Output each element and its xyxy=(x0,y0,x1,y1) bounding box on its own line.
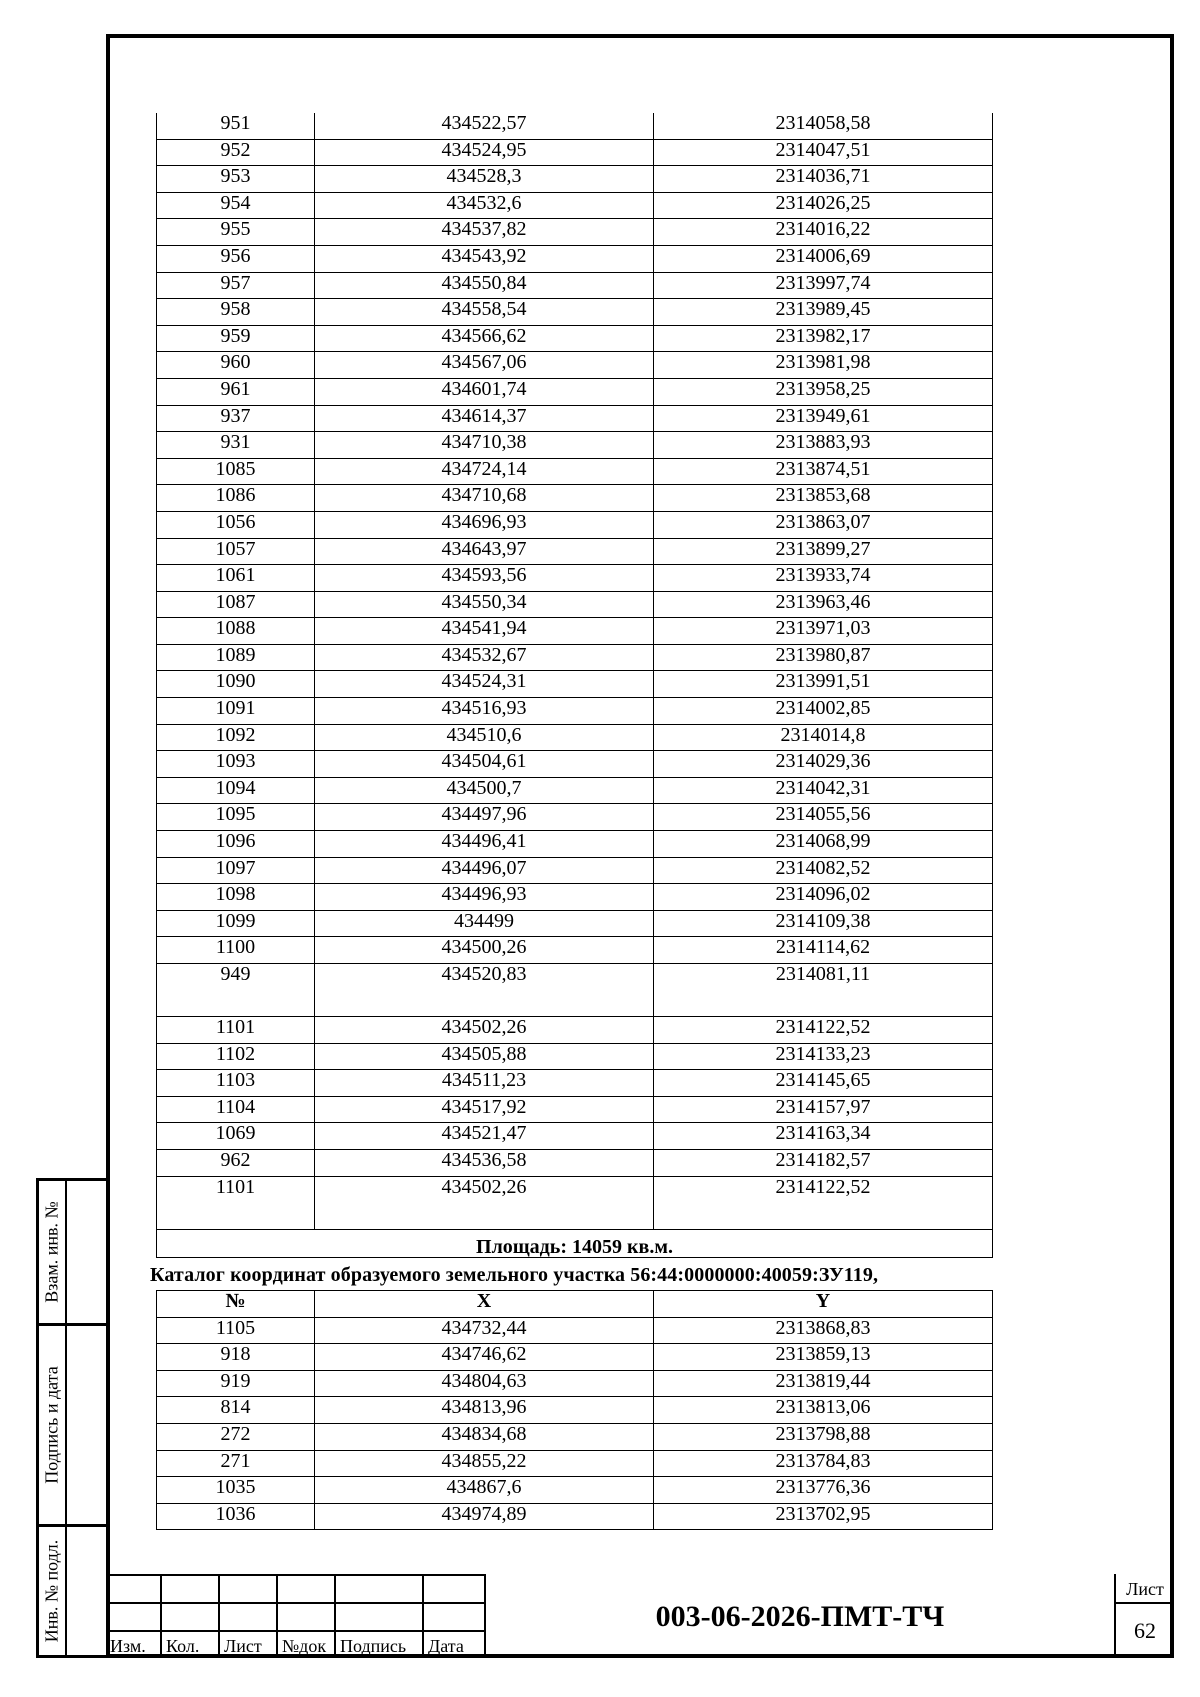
table-row xyxy=(157,1096,993,1123)
point-number: 814 xyxy=(157,1397,315,1424)
table-row xyxy=(157,964,993,1017)
point-number: 272 xyxy=(157,1423,315,1450)
title-block-cell xyxy=(424,1602,486,1630)
x-coordinate: 434804,63 xyxy=(315,1370,654,1397)
coordinates-table-continued xyxy=(156,113,993,1258)
point-number: 958 xyxy=(157,299,315,326)
title-block-column-label: Лист xyxy=(224,1636,262,1656)
point-number: 1088 xyxy=(157,618,315,645)
point-number: 1069 xyxy=(157,1123,315,1150)
coordinates-catalog-table xyxy=(156,1290,993,1530)
title-block-cell xyxy=(162,1574,220,1602)
x-coordinate: 434614,37 xyxy=(315,405,654,432)
y-coordinate: 2313863,07 xyxy=(654,511,993,538)
y-coordinate: 2313971,03 xyxy=(654,618,993,645)
x-coordinate: 434524,31 xyxy=(315,671,654,698)
y-coordinate: 2313776,36 xyxy=(654,1477,993,1504)
y-coordinate: 2313981,98 xyxy=(654,352,993,379)
y-coordinate: 2314114,62 xyxy=(654,937,993,964)
table-row xyxy=(157,565,993,592)
y-coordinate: 2314133,23 xyxy=(654,1043,993,1070)
point-number: 918 xyxy=(157,1344,315,1371)
point-number: 1057 xyxy=(157,538,315,565)
y-coordinate: 2314026,25 xyxy=(654,192,993,219)
point-number: 931 xyxy=(157,432,315,459)
point-number: 952 xyxy=(157,139,315,166)
y-coordinate: 2313991,51 xyxy=(654,671,993,698)
x-coordinate: 434567,06 xyxy=(315,352,654,379)
y-coordinate: 2314029,36 xyxy=(654,751,993,778)
table-row xyxy=(157,192,993,219)
table-row xyxy=(157,1149,993,1176)
table-header-row xyxy=(157,1291,993,1318)
x-coordinate: 434974,89 xyxy=(315,1503,654,1530)
point-number: 1086 xyxy=(157,485,315,512)
table-row xyxy=(157,910,993,937)
stamp-label: Инв. № подл. xyxy=(41,1539,62,1643)
y-coordinate: 2313819,44 xyxy=(654,1370,993,1397)
table-row xyxy=(157,378,993,405)
point-number: 954 xyxy=(157,192,315,219)
table-row xyxy=(157,1017,993,1044)
point-number: 1090 xyxy=(157,671,315,698)
y-coordinate: 2314016,22 xyxy=(654,219,993,246)
document-code: 003-06-2026-ПМТ-ТЧ xyxy=(655,1600,945,1633)
point-number: 1105 xyxy=(157,1317,315,1344)
point-number: 957 xyxy=(157,272,315,299)
y-coordinate: 2313949,61 xyxy=(654,405,993,432)
x-coordinate: 434710,38 xyxy=(315,432,654,459)
point-number: 1087 xyxy=(157,591,315,618)
table-row xyxy=(157,272,993,299)
stamp-inv-podl xyxy=(36,1524,106,1658)
point-number: 1061 xyxy=(157,565,315,592)
sheet-number: 62 xyxy=(1134,1618,1156,1643)
x-coordinate: 434834,68 xyxy=(315,1423,654,1450)
point-number: 1098 xyxy=(157,884,315,911)
point-number: 1097 xyxy=(157,857,315,884)
x-coordinate: 434496,41 xyxy=(315,831,654,858)
x-coordinate: 434746,62 xyxy=(315,1344,654,1371)
title-block-column-label: №док xyxy=(282,1636,327,1656)
point-number: 1099 xyxy=(157,910,315,937)
table-row xyxy=(157,299,993,326)
point-number: 1104 xyxy=(157,1096,315,1123)
stamp-label: Подпись и дата xyxy=(41,1366,62,1484)
sheet-label: Лист xyxy=(1116,1574,1174,1604)
x-coordinate: 434500,7 xyxy=(315,777,654,804)
title-block-column-label: Изм. xyxy=(110,1636,146,1656)
x-coordinate: 434558,54 xyxy=(315,299,654,326)
table-row xyxy=(157,1344,993,1371)
x-coordinate: 434524,95 xyxy=(315,139,654,166)
x-coordinate: 434516,93 xyxy=(315,698,654,725)
y-coordinate: 2313963,46 xyxy=(654,591,993,618)
x-coordinate: 434550,34 xyxy=(315,591,654,618)
x-coordinate: 434528,3 xyxy=(315,166,654,193)
table-row xyxy=(157,804,993,831)
y-coordinate: 2313958,25 xyxy=(654,378,993,405)
point-number: 1103 xyxy=(157,1070,315,1097)
stamp-podpis-data xyxy=(36,1323,106,1527)
table-row xyxy=(157,857,993,884)
table-row xyxy=(157,538,993,565)
y-coordinate: 2314036,71 xyxy=(654,166,993,193)
y-coordinate: 2313989,45 xyxy=(654,299,993,326)
x-coordinate: 434550,84 xyxy=(315,272,654,299)
y-coordinate: 2313899,27 xyxy=(654,538,993,565)
stamp-vzam-inv xyxy=(36,1178,106,1326)
point-number: 1036 xyxy=(157,1503,315,1530)
point-number: 1091 xyxy=(157,698,315,725)
x-coordinate: 434643,97 xyxy=(315,538,654,565)
x-coordinate: 434601,74 xyxy=(315,378,654,405)
table-row xyxy=(157,139,993,166)
y-coordinate: 2314055,56 xyxy=(654,804,993,831)
table-row xyxy=(157,591,993,618)
table-row xyxy=(157,1477,993,1504)
y-coordinate: 2313982,17 xyxy=(654,325,993,352)
title-block-cell xyxy=(106,1602,162,1630)
x-coordinate: 434502,26 xyxy=(315,1017,654,1044)
title-block-column-label: Подпись xyxy=(340,1636,407,1656)
y-coordinate: 2314081,11 xyxy=(654,964,993,1017)
y-coordinate: 2314182,57 xyxy=(654,1149,993,1176)
y-coordinate: 2314109,38 xyxy=(654,910,993,937)
x-coordinate: 434517,92 xyxy=(315,1096,654,1123)
x-coordinate: 434536,58 xyxy=(315,1149,654,1176)
y-coordinate: 2314002,85 xyxy=(654,698,993,725)
x-coordinate: 434496,93 xyxy=(315,884,654,911)
point-number: 1096 xyxy=(157,831,315,858)
table-row xyxy=(157,1370,993,1397)
point-number: 953 xyxy=(157,166,315,193)
table-row xyxy=(157,1176,993,1229)
y-coordinate: 2313874,51 xyxy=(654,458,993,485)
x-coordinate: 434496,07 xyxy=(315,857,654,884)
x-coordinate: 434532,6 xyxy=(315,192,654,219)
x-coordinate: 434497,96 xyxy=(315,804,654,831)
table-row xyxy=(157,831,993,858)
y-coordinate: 2313784,83 xyxy=(654,1450,993,1477)
title-block-cell xyxy=(278,1602,336,1630)
x-coordinate: 434732,44 xyxy=(315,1317,654,1344)
table-row xyxy=(157,777,993,804)
y-coordinate: 2314006,69 xyxy=(654,245,993,272)
point-number: 961 xyxy=(157,378,315,405)
table-row xyxy=(157,1317,993,1344)
x-coordinate: 434855,22 xyxy=(315,1450,654,1477)
point-number: 1056 xyxy=(157,511,315,538)
table-row xyxy=(157,485,993,512)
point-number: 962 xyxy=(157,1149,315,1176)
y-coordinate: 2314145,65 xyxy=(654,1070,993,1097)
area-row xyxy=(157,1229,993,1257)
y-coordinate: 2313997,74 xyxy=(654,272,993,299)
x-coordinate: 434696,93 xyxy=(315,511,654,538)
header-y: Y xyxy=(654,1291,993,1318)
x-coordinate: 434511,23 xyxy=(315,1070,654,1097)
table-row xyxy=(157,1043,993,1070)
x-coordinate: 434499 xyxy=(315,910,654,937)
table-row xyxy=(157,432,993,459)
x-coordinate: 434504,61 xyxy=(315,751,654,778)
point-number: 937 xyxy=(157,405,315,432)
table-row xyxy=(157,219,993,246)
x-coordinate: 434724,14 xyxy=(315,458,654,485)
header-number: № xyxy=(157,1291,315,1318)
y-coordinate: 2314157,97 xyxy=(654,1096,993,1123)
table-row xyxy=(157,166,993,193)
point-number: 1101 xyxy=(157,1017,315,1044)
table-row xyxy=(157,698,993,725)
table-row xyxy=(157,671,993,698)
y-coordinate: 2314068,99 xyxy=(654,831,993,858)
x-coordinate: 434566,62 xyxy=(315,325,654,352)
title-block-column-label: Дата xyxy=(428,1636,464,1656)
area-value: Площадь: 14059 кв.м. xyxy=(157,1229,993,1257)
point-number: 271 xyxy=(157,1450,315,1477)
y-coordinate: 2313868,83 xyxy=(654,1317,993,1344)
header-x: X xyxy=(315,1291,654,1318)
table-row xyxy=(157,884,993,911)
table-row xyxy=(157,937,993,964)
x-coordinate: 434867,6 xyxy=(315,1477,654,1504)
y-coordinate: 2313813,06 xyxy=(654,1397,993,1424)
table-row xyxy=(157,458,993,485)
y-coordinate: 2313853,68 xyxy=(654,485,993,512)
table-row xyxy=(157,1450,993,1477)
x-coordinate: 434500,26 xyxy=(315,937,654,964)
table-row xyxy=(157,405,993,432)
x-coordinate: 434543,92 xyxy=(315,245,654,272)
point-number: 1092 xyxy=(157,724,315,751)
table-row xyxy=(157,1423,993,1450)
point-number: 955 xyxy=(157,219,315,246)
x-coordinate: 434522,57 xyxy=(315,113,654,139)
y-coordinate: 2314096,02 xyxy=(654,884,993,911)
x-coordinate: 434520,83 xyxy=(315,964,654,1017)
point-number: 919 xyxy=(157,1370,315,1397)
table-row xyxy=(157,644,993,671)
title-block-cell xyxy=(336,1574,424,1602)
point-number: 1085 xyxy=(157,458,315,485)
x-coordinate: 434593,56 xyxy=(315,565,654,592)
point-number: 1093 xyxy=(157,751,315,778)
title-block-cell xyxy=(106,1574,162,1602)
table-row xyxy=(157,113,993,139)
table-row xyxy=(157,325,993,352)
table-row xyxy=(157,245,993,272)
x-coordinate: 434502,26 xyxy=(315,1176,654,1229)
x-coordinate: 434813,96 xyxy=(315,1397,654,1424)
y-coordinate: 2314082,52 xyxy=(654,857,993,884)
title-block-cell xyxy=(336,1602,424,1630)
title-block-cell xyxy=(278,1574,336,1602)
point-number: 1100 xyxy=(157,937,315,964)
y-coordinate: 2314042,31 xyxy=(654,777,993,804)
y-coordinate: 2313859,13 xyxy=(654,1344,993,1371)
y-coordinate: 2313980,87 xyxy=(654,644,993,671)
y-coordinate: 2313883,93 xyxy=(654,432,993,459)
y-coordinate: 2314047,51 xyxy=(654,139,993,166)
point-number: 959 xyxy=(157,325,315,352)
x-coordinate: 434521,47 xyxy=(315,1123,654,1150)
stamp-label: Взам. инв. № xyxy=(41,1201,62,1303)
x-coordinate: 434510,6 xyxy=(315,724,654,751)
point-number: 1035 xyxy=(157,1477,315,1504)
point-number: 1101 xyxy=(157,1176,315,1229)
title-block-column-label: Кол. xyxy=(166,1636,200,1656)
y-coordinate: 2314163,34 xyxy=(654,1123,993,1150)
y-coordinate: 2313798,88 xyxy=(654,1423,993,1450)
y-coordinate: 2313933,74 xyxy=(654,565,993,592)
table-row xyxy=(157,724,993,751)
x-coordinate: 434505,88 xyxy=(315,1043,654,1070)
point-number: 1102 xyxy=(157,1043,315,1070)
y-coordinate: 2314122,52 xyxy=(654,1017,993,1044)
table-row xyxy=(157,511,993,538)
point-number: 1089 xyxy=(157,644,315,671)
table-row xyxy=(157,751,993,778)
table-row xyxy=(157,352,993,379)
table-row xyxy=(157,1503,993,1530)
table-row xyxy=(157,1397,993,1424)
table-row xyxy=(157,1070,993,1097)
point-number: 1095 xyxy=(157,804,315,831)
x-coordinate: 434537,82 xyxy=(315,219,654,246)
title-block-cell xyxy=(162,1602,220,1630)
title-block-cell xyxy=(220,1574,278,1602)
catalog-caption: Каталог координат образуемого земельного участка 56:44:0000000:40059:ЗУ119, xyxy=(150,1264,879,1286)
point-number: 960 xyxy=(157,352,315,379)
title-block-cell xyxy=(220,1602,278,1630)
x-coordinate: 434541,94 xyxy=(315,618,654,645)
y-coordinate: 2314122,52 xyxy=(654,1176,993,1229)
x-coordinate: 434532,67 xyxy=(315,644,654,671)
sheet-box xyxy=(1114,1574,1174,1658)
title-block-cell xyxy=(424,1574,486,1602)
point-number: 949 xyxy=(157,964,315,1017)
x-coordinate: 434710,68 xyxy=(315,485,654,512)
table-row xyxy=(157,1123,993,1150)
table-row xyxy=(157,618,993,645)
point-number: 1094 xyxy=(157,777,315,804)
y-coordinate: 2313702,95 xyxy=(654,1503,993,1530)
point-number: 956 xyxy=(157,245,315,272)
y-coordinate: 2314014,8 xyxy=(654,724,993,751)
point-number: 951 xyxy=(157,113,315,139)
y-coordinate: 2314058,58 xyxy=(654,113,993,139)
